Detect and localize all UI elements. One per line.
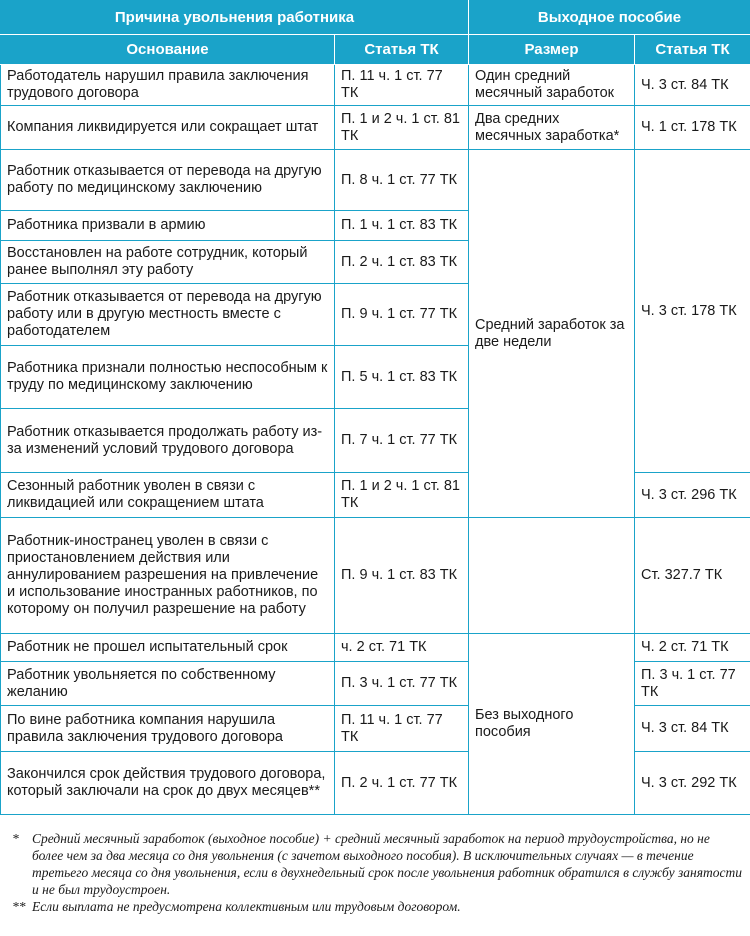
amount-cell: Один средний месячный заработок xyxy=(469,65,635,106)
severance-article-cell: Ч. 1 ст. 178 ТК xyxy=(635,106,750,150)
article-cell: П. 9 ч. 1 ст. 77 ТК xyxy=(335,284,469,346)
article-cell: П. 1 и 2 ч. 1 ст. 81 ТК xyxy=(335,473,469,518)
article-cell: П. 1 и 2 ч. 1 ст. 81 ТК xyxy=(335,106,469,150)
header-group-severance: Выходное пособие xyxy=(469,1,750,35)
amount-empty-cell xyxy=(469,518,635,634)
table-row xyxy=(1,662,750,706)
table-row xyxy=(1,106,750,150)
footnote-text: Средний месячный заработок (выходное пособие) + средний месячный заработок на период трудоустройства, но не более чем за два месяца со дня увольнения (с зачетом выходного пособия). В исключительных случаях — в течение третьего месяца со дня увольнения, если в двухнедельный срок после увольнения работник обратился в службу занятости и не был трудоустроен. xyxy=(32,831,743,897)
basis-cell: Работника призвали в армию xyxy=(1,211,335,241)
table-row xyxy=(1,518,750,634)
header-basis: Основание xyxy=(1,35,335,65)
footnote xyxy=(12,830,742,898)
basis-cell: Работник отказывается от перевода на другую работу или в другую местность вместе с работодателем xyxy=(1,284,335,346)
footnotes xyxy=(12,830,742,915)
basis-cell: Работник не прошел испытательный срок xyxy=(1,634,335,662)
basis-cell: Восстановлен на работе сотрудник, который ранее выполнял эту работу xyxy=(1,241,335,284)
amount-merged-two-weeks: Средний заработок за две недели xyxy=(469,150,635,518)
article-cell: П. 11 ч. 1 ст. 77 ТК xyxy=(335,706,469,752)
footnote-mark: ** xyxy=(12,899,26,914)
amount-merged-none: Без выходного пособия xyxy=(469,634,635,815)
severance-article-cell: Ч. 3 ст. 296 ТК xyxy=(635,473,750,518)
article-cell: П. 3 ч. 1 ст. 77 ТК xyxy=(335,662,469,706)
footnote xyxy=(12,898,742,915)
article-cell: П. 9 ч. 1 ст. 83 ТК xyxy=(335,518,469,634)
header-severance-article: Статья ТК xyxy=(635,35,750,65)
table-row xyxy=(1,473,750,518)
article-cell: П. 5 ч. 1 ст. 83 ТК xyxy=(335,346,469,409)
basis-cell: Работник отказывается продолжать работу из-за изменений условий трудового договора xyxy=(1,409,335,473)
basis-cell: Работника признали полностью неспособным к труду по медицинскому заключению xyxy=(1,346,335,409)
basis-cell: Компания ликвидируется или сокращает штат xyxy=(1,106,335,150)
basis-cell: По вине работника компания нарушила правила заключения трудового договора xyxy=(1,706,335,752)
basis-cell: Работодатель нарушил правила заключения трудового договора xyxy=(1,65,335,106)
footnote-text: Если выплата не предусмотрена коллективным или трудовым договором. xyxy=(32,899,461,914)
amount-cell: Два средних месячных заработка* xyxy=(469,106,635,150)
header-article: Статья ТК xyxy=(335,35,469,65)
severance-article-merged: Ч. 3 ст. 178 ТК xyxy=(635,150,750,473)
table-row xyxy=(1,634,750,662)
group-header-row xyxy=(1,1,750,35)
severance-article-cell: Ч. 3 ст. 84 ТК xyxy=(635,706,750,752)
severance-article-cell: Ст. 327.7 ТК xyxy=(635,518,750,634)
basis-cell: Сезонный работник уволен в связи с ликвидацией или сокращением штата xyxy=(1,473,335,518)
basis-cell: Работник отказывается от перевода на другую работу по медицинскому заключению xyxy=(1,150,335,211)
severance-article-cell: Ч. 2 ст. 71 ТК xyxy=(635,634,750,662)
footnote-mark: * xyxy=(12,831,19,846)
basis-cell: Работник-иностранец уволен в связи с приостановлением действия или аннулированием разрешения на привлечение и использование иностранных работников, по которому он получил разрешение на работу xyxy=(1,518,335,634)
table-row xyxy=(1,706,750,752)
article-cell: П. 2 ч. 1 ст. 83 ТК xyxy=(335,241,469,284)
severance-article-cell: П. 3 ч. 1 ст. 77 ТК xyxy=(635,662,750,706)
severance-article-cell: Ч. 3 ст. 84 ТК xyxy=(635,65,750,106)
table-row xyxy=(1,752,750,815)
table-row xyxy=(1,65,750,106)
basis-cell: Работник увольняется по собственному желанию xyxy=(1,662,335,706)
header-amount: Размер xyxy=(469,35,635,65)
article-cell: ч. 2 ст. 71 ТК xyxy=(335,634,469,662)
article-cell: П. 11 ч. 1 ст. 77 ТК xyxy=(335,65,469,106)
article-cell: П. 1 ч. 1 ст. 83 ТК xyxy=(335,211,469,241)
severance-article-cell: Ч. 3 ст. 292 ТК xyxy=(635,752,750,815)
article-cell: П. 7 ч. 1 ст. 77 ТК xyxy=(335,409,469,473)
article-cell: П. 2 ч. 1 ст. 77 ТК xyxy=(335,752,469,815)
article-cell: П. 8 ч. 1 ст. 77 ТК xyxy=(335,150,469,211)
column-header-row xyxy=(1,35,750,65)
header-group-reason: Причина увольнения работника xyxy=(1,1,469,35)
table-row xyxy=(1,150,750,211)
basis-cell: Закончился срок действия трудового договора, который заключали на срок до двух месяцев** xyxy=(1,752,335,815)
